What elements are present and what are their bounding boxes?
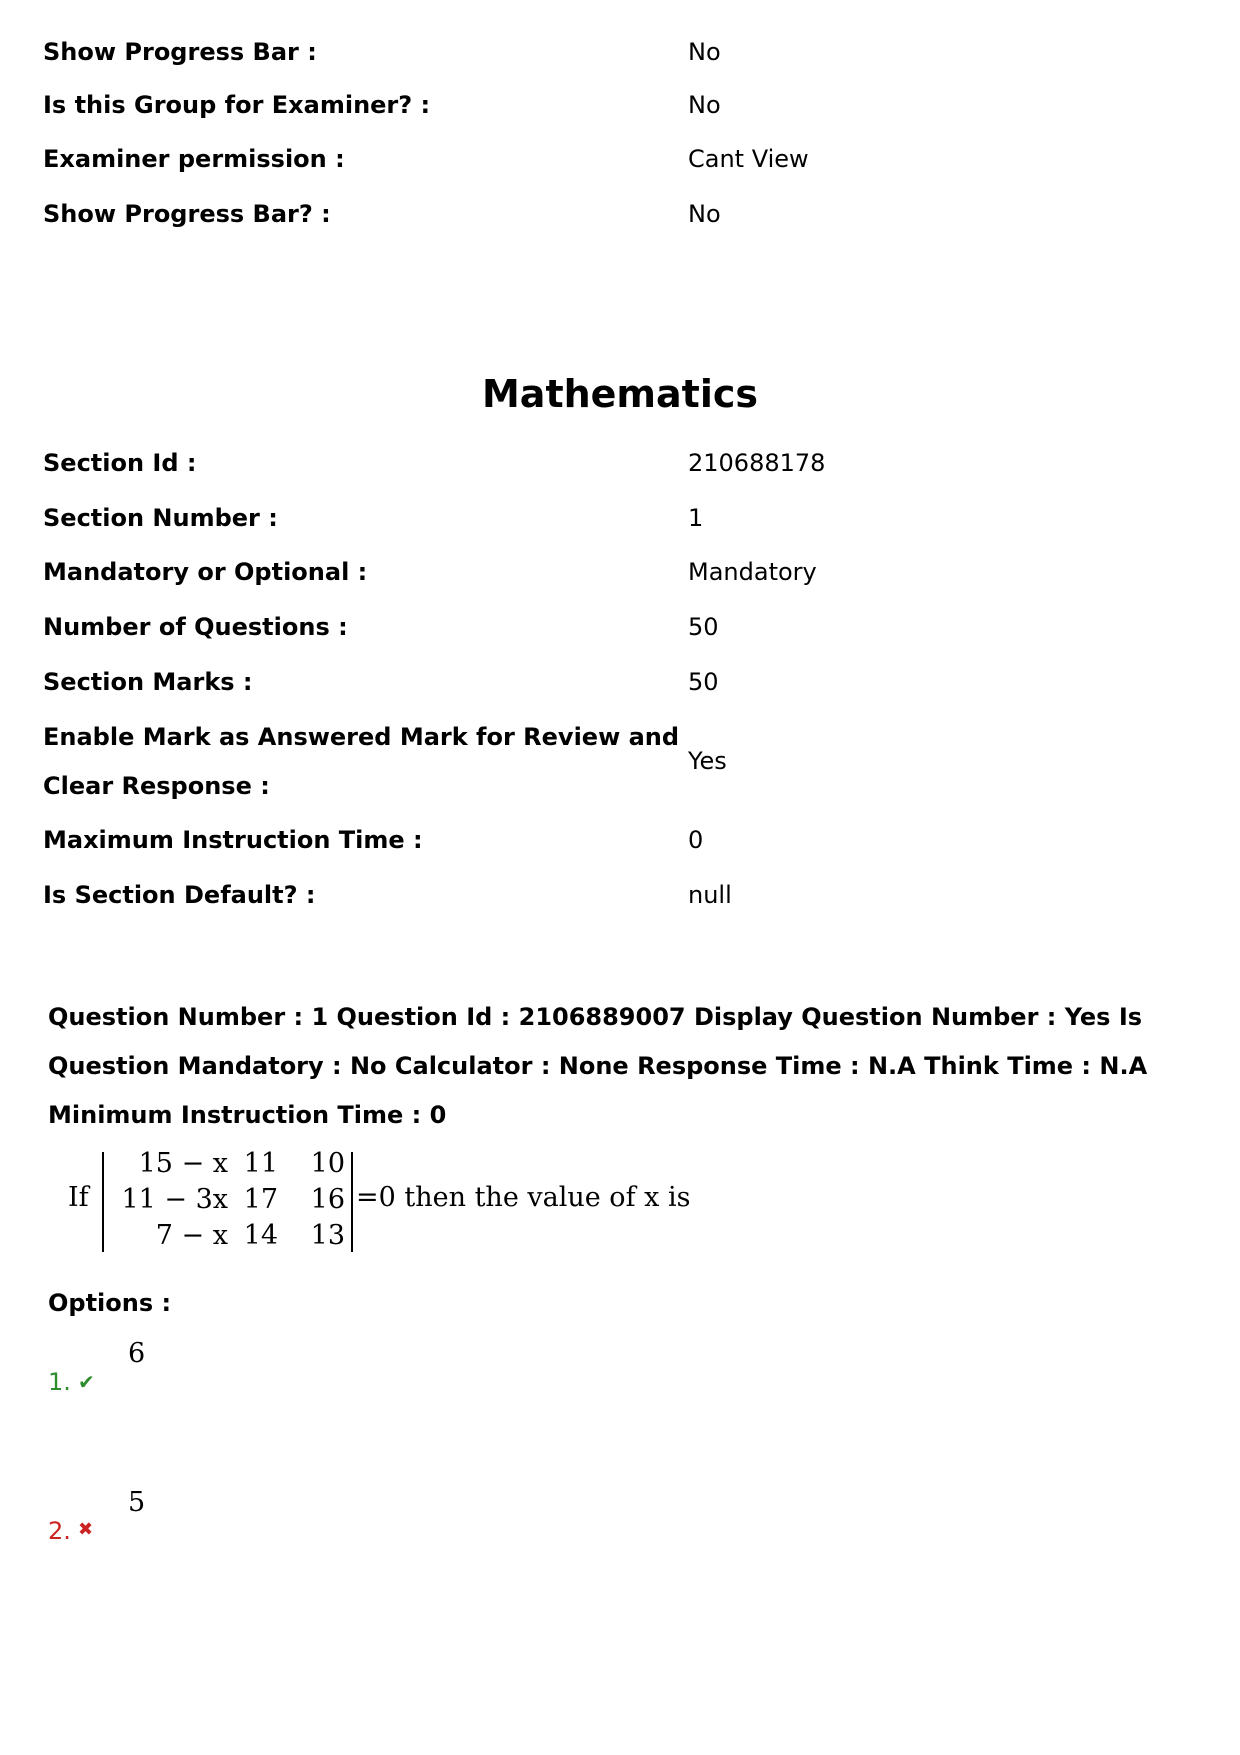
section-value: 0 <box>688 826 704 854</box>
section-label: Mandatory or Optional : <box>43 558 368 586</box>
determinant-left-bar <box>102 1152 104 1252</box>
section-value: 50 <box>688 613 719 641</box>
options-label: Options : <box>48 1289 172 1317</box>
section-label-continued: Clear Response : <box>43 772 270 800</box>
cross-icon: ✖ <box>78 1519 94 1540</box>
option-number: 1. <box>48 1368 71 1396</box>
section-label: Number of Questions : <box>43 613 348 641</box>
section-label: Section Id : <box>43 449 197 477</box>
matrix-cell: 14 <box>243 1220 278 1251</box>
matrix-cell: 7 − x <box>155 1220 228 1251</box>
option-value: 6 <box>128 1338 146 1369</box>
section-label: Section Number : <box>43 504 278 532</box>
question-header: Question Number : 1 Question Id : 2106889007 Display Question Number : Yes Is Question Mandatory : No Calculator : None Response Time : N.A Think Time : N.A Minimum Instruction Time : 0 <box>48 1003 1148 1129</box>
question-prefix: If <box>68 1182 89 1213</box>
section-label: Section Marks : <box>43 668 253 696</box>
question-suffix: =0 then the value of x is <box>356 1182 691 1213</box>
setting-label: Examiner permission : <box>43 145 345 173</box>
section-value: null <box>688 881 732 909</box>
matrix-cell: 17 <box>243 1184 278 1215</box>
setting-value: No <box>688 38 721 66</box>
check-icon: ✔ <box>78 1370 95 1394</box>
determinant-right-bar <box>351 1152 353 1252</box>
option-value: 5 <box>128 1487 146 1518</box>
section-value: 50 <box>688 668 719 696</box>
section-title: Mathematics <box>481 372 759 416</box>
matrix-cell: 11 − 3x <box>121 1184 228 1215</box>
section-value: 210688178 <box>688 449 826 477</box>
matrix-cell: 11 <box>243 1148 278 1179</box>
section-value: Yes <box>688 747 727 775</box>
option-number: 2. <box>48 1517 71 1545</box>
setting-value: No <box>688 200 721 228</box>
question-body <box>68 1148 708 1258</box>
matrix-cell: 13 <box>310 1220 345 1251</box>
section-label: Maximum Instruction Time : <box>43 826 423 854</box>
setting-label: Show Progress Bar? : <box>43 200 331 228</box>
section-label: Is Section Default? : <box>43 881 316 909</box>
matrix-cell: 10 <box>310 1148 345 1179</box>
section-value: 1 <box>688 504 704 532</box>
setting-value: Cant View <box>688 145 809 173</box>
matrix-cell: 15 − x <box>138 1148 228 1179</box>
section-value: Mandatory <box>688 558 817 586</box>
section-label: Enable Mark as Answered Mark for Review and <box>43 723 680 751</box>
setting-label: Show Progress Bar : <box>43 38 317 66</box>
setting-value: No <box>688 91 721 119</box>
setting-label: Is this Group for Examiner? : <box>43 91 431 119</box>
matrix-cell: 16 <box>310 1184 345 1215</box>
